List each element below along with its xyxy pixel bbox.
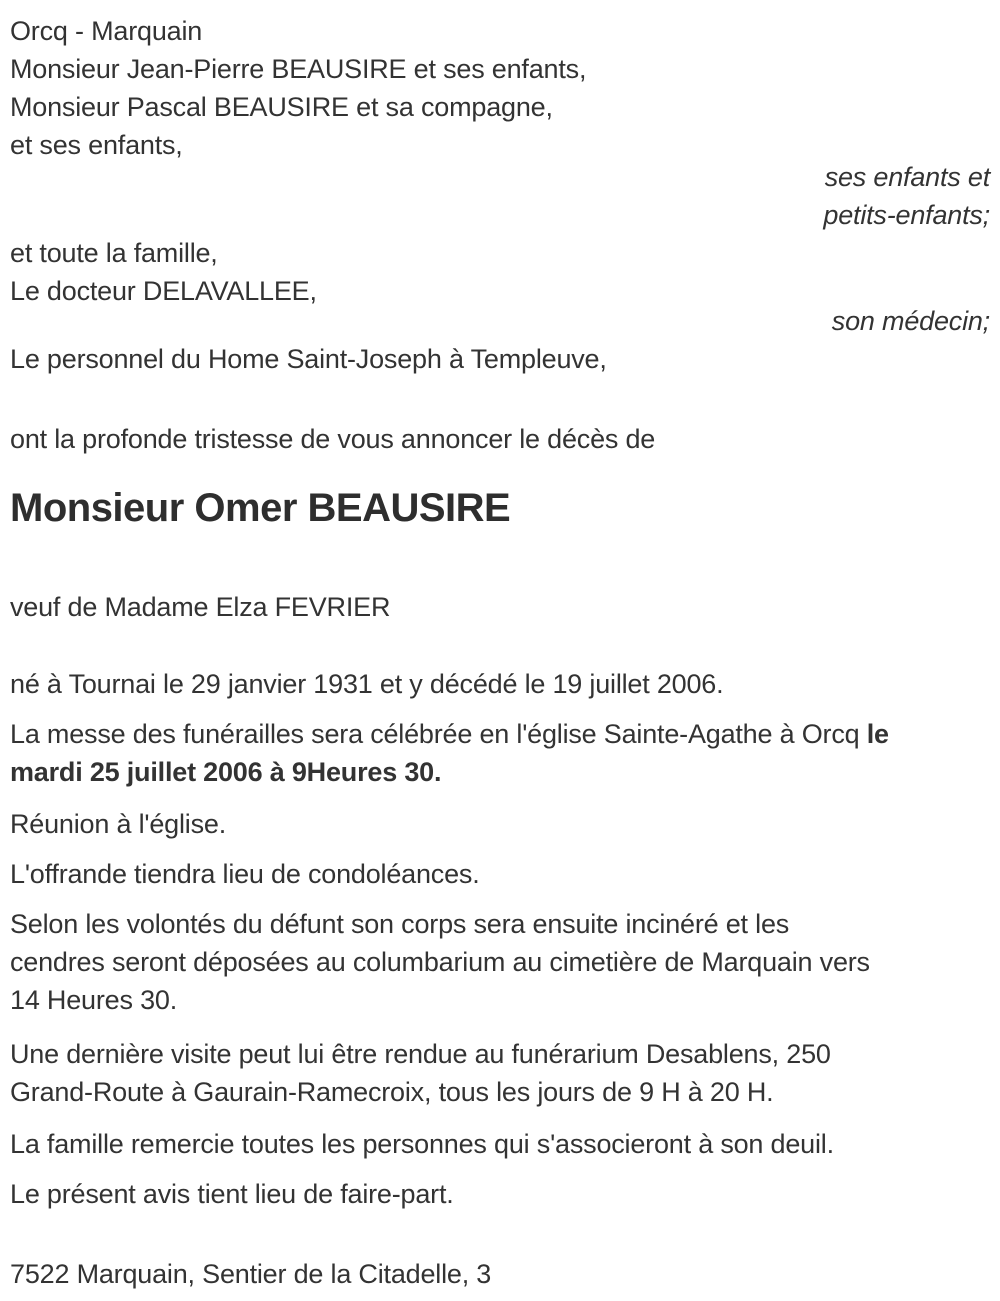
mass-line-1-bold: le (866, 719, 889, 749)
birth-death-line: né à Tournai le 29 janvier 1931 et y décédé le 19 juillet 2006. (10, 669, 724, 699)
announcement-line: ont la profonde tristesse de vous annoncer le décès de (10, 424, 656, 454)
relation-children-line-1: ses enfants et (824, 162, 990, 192)
family-line-jean-pierre: Monsieur Jean-Pierre BEAUSIRE et ses enfants, (10, 54, 587, 84)
reunion-line: Réunion à l'église. (10, 809, 226, 839)
deceased-name-heading: Monsieur Omer BEAUSIRE (10, 486, 511, 530)
region-line: Orcq - Marquain (10, 16, 203, 46)
address-line: 7522 Marquain, Sentier de la Citadelle, 3 (10, 1259, 492, 1289)
cremation-line-3: 14 Heures 30. (10, 985, 178, 1015)
faire-part-line: Le présent avis tient lieu de faire-part. (10, 1179, 454, 1209)
mass-paragraph (10, 715, 990, 791)
family-line-pascal: Monsieur Pascal BEAUSIRE et sa compagne, (10, 92, 553, 122)
cremation-line-2: cendres seront déposées au columbarium au cimetière de Marquain vers (10, 947, 870, 977)
doctor-line: Le docteur DELAVALLEE, (10, 276, 317, 306)
last-visit-paragraph (10, 1035, 990, 1111)
cremation-line-1: Selon les volontés du défunt son corps sera ensuite incinéré et les (10, 909, 790, 939)
relation-doctor-line: son médecin; (831, 306, 990, 336)
mass-line-1-normal: La messe des funérailles sera célébrée en l'église Sainte-Agathe à Orcq (10, 719, 867, 749)
family-line-whole-family: et toute la famille, (10, 238, 218, 268)
visite-line-2: Grand-Route à Gaurain-Ramecroix, tous les jours de 9 H à 20 H. (10, 1077, 774, 1107)
thanks-line: La famille remercie toutes les personnes qui s'associeront à son deuil. (10, 1129, 834, 1159)
cremation-paragraph (10, 905, 990, 1019)
staff-line: Le personnel du Home Saint-Joseph à Templeuve, (10, 344, 607, 374)
family-line-children: et ses enfants, (10, 130, 183, 160)
mass-line-2-bold: mardi 25 juillet 2006 à 9Heures 30. (10, 757, 442, 787)
widower-line: veuf de Madame Elza FEVRIER (10, 592, 391, 622)
relation-children-line-2: petits-enfants; (823, 200, 990, 230)
offrande-line: L'offrande tiendra lieu de condoléances. (10, 859, 480, 889)
visite-line-1: Une dernière visite peut lui être rendue au funérarium Desablens, 250 (10, 1039, 831, 1069)
